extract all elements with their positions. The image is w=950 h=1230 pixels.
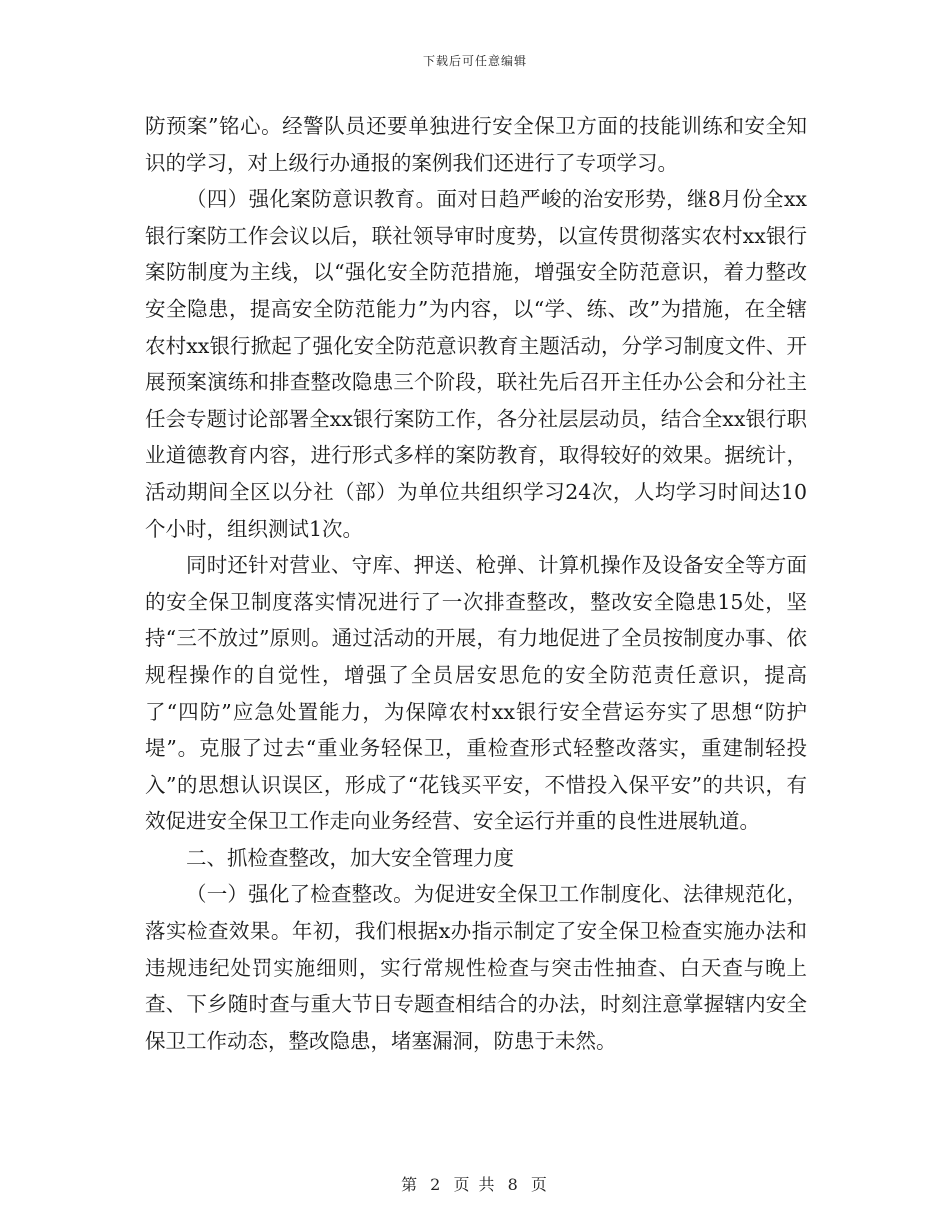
footer-middle: 页 共 <box>453 1175 497 1194</box>
paragraph-continuation: 防预案”铭心。经警队员还要单独进行安全保卫方面的技能训练和安全知识的学习，对上级行办通报的案例我们还进行了专项学习。 <box>145 114 807 175</box>
paragraph-strengthened-inspection: （一）强化了检查整改。为促进安全保卫工作制度化、法律规范化，落实检查效果。年初，我们根据x办指示制定了安全保卫检查实施办法和违规违纪处罚实施细则，实行常规性检查与突击性抽查、白天查与晚上查、下乡随时查与重大节日专题查相结合的办法，时刻注意掌握辖内安全保卫工作动态，整改隐患，堵塞漏洞，防患于未然。 <box>145 882 807 1053</box>
paragraph-case-prevention-education: （四）强化案防意识教育。面对日趋严峻的治安形势，继8月份全xx银行案防工作会议以后，联社领导审时度势，以宣传贯彻落实农村xx银行案防制度为主线，以“强化安全防范措施，增强安全防范意识，着力整改安全隐患，提高安全防范能力”为内容，以“学、练、改”为措施，在全辖农村xx银行掀起了强化安全防范意识教育主题活动，分学习制度文件、开展预案演练和排查整改隐患三个阶段，联社先后召开主任办公会和分社主任会专题讨论部署全xx银行案防工作，各分社层层动员，结合全xx银行职业道德教育内容，进行形式多样的案防教育，取得较好的效果。据统计，活动期间全区以分社（部）为单位共组织学习24次，人均学习时间达10个小时，组织测试1次。 <box>145 187 807 541</box>
section-heading: 二、抓检查整改，加大安全管理力度 <box>186 845 514 870</box>
document-body <box>145 108 807 1059</box>
footer-suffix: 页 <box>530 1175 549 1194</box>
paragraph-inspection-rectification: 同时还针对营业、守库、押送、枪弹、计算机操作及设备安全等方面的安全保卫制度落实情况进行了一次排查整改，整改安全隐患15处，坚持“三不放过”原则。通过活动的开展，有力地促进了全员按制度办事、依规程操作的自觉性，增强了全员居安思危的安全防范责任意识，提高了“四防”应急处置能力，为保障农村xx银行安全营运夯实了思想“防护堤”。克服了过去“重业务轻保卫，重检查形式轻整改落实，重建制轻投入”的思想认识误区，形成了“花钱买平安，不惜投入保平安”的共识，有效促进安全保卫工作走向业务经营、安全运行并重的良性进展轨道。 <box>145 553 807 834</box>
footer-page-number: 2 <box>430 1175 443 1194</box>
footer-prefix: 第 <box>401 1175 420 1194</box>
page-footer <box>0 1172 950 1195</box>
footer-total-pages: 8 <box>507 1175 520 1194</box>
header-note: 下载后可任意编辑 <box>422 54 527 68</box>
